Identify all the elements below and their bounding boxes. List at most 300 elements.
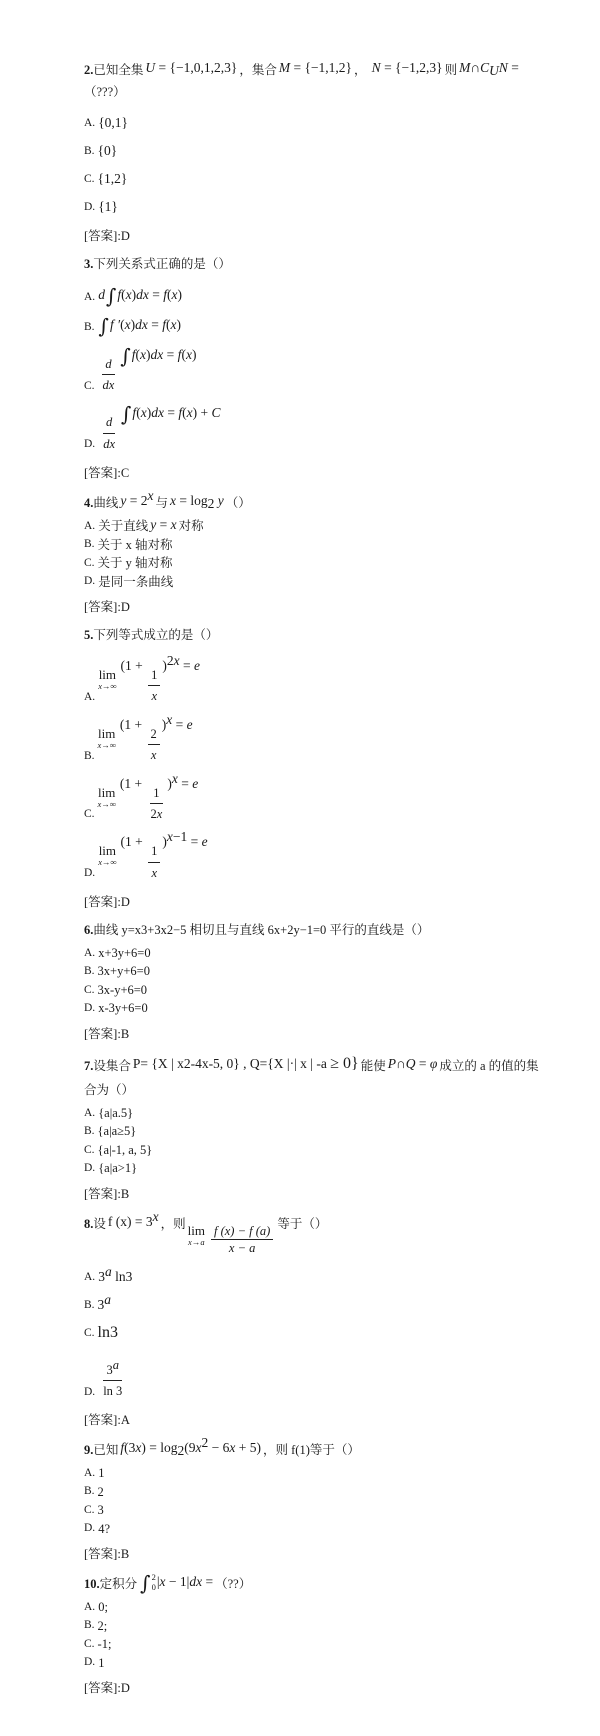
option-label: C. (84, 556, 95, 569)
math-roman: ( (135, 346, 141, 362)
answer-prefix: [答案]: (84, 1413, 121, 1428)
integral (120, 343, 131, 368)
answer-line (84, 463, 544, 481)
text-run: {a|a>1} (98, 1161, 138, 1176)
answer-line (84, 1678, 544, 1696)
text-run: 与 (155, 496, 169, 511)
question-block (84, 625, 544, 910)
option-label: B. (84, 1298, 95, 1311)
math-italic: x (171, 770, 178, 786)
question-number: 10. (84, 1577, 100, 1592)
math-italic: U (489, 63, 499, 78)
formula-run (108, 1210, 159, 1234)
option-row (84, 1465, 544, 1482)
math-italic: d (98, 286, 105, 302)
math-italic: M (459, 60, 471, 75)
option-label: D. (84, 1656, 96, 1669)
fraction (148, 725, 160, 765)
math-roman: ( (120, 316, 125, 332)
math-italic: f (120, 1440, 125, 1456)
question-block (84, 920, 544, 1042)
answer-value: A (120, 1413, 130, 1428)
option-label: D. (84, 867, 96, 880)
math-roman: (1 + (120, 834, 147, 850)
text-run: 是同一条曲线 (98, 574, 174, 589)
math-italic: x (195, 1440, 202, 1456)
option-content (98, 1105, 133, 1122)
math-roman: ) (177, 286, 183, 302)
math-roman: (3 (124, 1440, 136, 1456)
math-roman: = 2 (126, 493, 148, 509)
math-roman: 2 (201, 1435, 209, 1451)
math-italic: x (185, 346, 192, 362)
option-row (84, 1000, 544, 1017)
math-roman: ) = log (141, 1440, 178, 1456)
numerator (148, 725, 160, 745)
math-italic: x (151, 689, 158, 704)
math-roman: = (415, 1055, 430, 1071)
answer-line (84, 1544, 544, 1562)
option-row (84, 142, 544, 160)
option-content (98, 142, 118, 160)
text-run: ，则 f(1)等于（） (263, 1443, 360, 1458)
math-roman: = (507, 60, 519, 75)
option-label: B. (84, 320, 95, 333)
math-roman: 2 (177, 1443, 185, 1459)
math-roman: = (202, 1574, 214, 1590)
answer-value: B (120, 1547, 130, 1562)
option-content (98, 1636, 112, 1653)
text-run: 设集合 (93, 1058, 131, 1073)
math-roman: ) (130, 316, 136, 332)
text-run: 关于 y 轴对称 (97, 556, 173, 571)
math-italic: f (x) − f (a) (213, 1223, 271, 1238)
option-row (84, 170, 544, 188)
integral (121, 402, 132, 427)
numerator (103, 1357, 122, 1381)
text-run: 关于直线 (98, 519, 149, 534)
option-label: B. (84, 144, 95, 157)
option-label: C. (84, 1503, 95, 1516)
math-italic: f ′ (109, 316, 121, 332)
text-run: -1; (97, 1637, 112, 1652)
option-row (84, 1599, 544, 1616)
lim-word: lim (98, 843, 117, 859)
option-content (98, 829, 208, 882)
formula-run (120, 489, 153, 513)
question-stem (84, 254, 544, 276)
text-run: 等于（） (277, 1216, 328, 1231)
answer-line (84, 1024, 544, 1042)
math-roman: + 5) (235, 1440, 262, 1456)
answer-value: D (120, 895, 130, 910)
text-run: 4? (98, 1521, 110, 1536)
math-italic: e (192, 775, 199, 791)
question-number: 8. (84, 1216, 94, 1231)
option-content (97, 711, 193, 765)
answer-prefix: [答案]: (84, 1186, 121, 1201)
answer-prefix: [答案]: (84, 1547, 121, 1562)
math-italic: y (120, 493, 127, 509)
integral-sign: ∫ (105, 283, 117, 308)
formula-run (459, 56, 519, 80)
option-row (84, 1142, 544, 1159)
math-italic: f (177, 346, 182, 362)
math-italic: P (387, 1055, 396, 1071)
math-italic: x (166, 829, 173, 845)
math-italic: x (147, 488, 154, 504)
math-roman: ( (167, 286, 172, 302)
math-roman: 3 (98, 1268, 105, 1284)
formula-run (150, 517, 176, 534)
text-run: （???） (84, 84, 126, 99)
math-italic: x (170, 316, 177, 332)
option-content (98, 170, 128, 188)
answer-prefix: [答案]: (84, 895, 121, 910)
denominator (148, 686, 160, 705)
math-italic: x (170, 517, 177, 533)
text-run: 下列等式成立的是（） (93, 628, 219, 643)
answer-prefix: [答案]: (84, 466, 121, 481)
superscript (104, 1263, 112, 1279)
option-row (84, 711, 544, 765)
subscript (489, 63, 499, 78)
question-stem (84, 1208, 544, 1258)
formula-run (139, 1570, 213, 1594)
question-stem (84, 625, 544, 647)
option-row (84, 1324, 544, 1342)
option-label: C. (84, 379, 95, 392)
text-run: 曲线 (93, 496, 119, 511)
option-row (84, 982, 544, 999)
option-row (84, 1618, 544, 1635)
math-roman: = (179, 657, 195, 673)
option-row (84, 537, 544, 554)
lim-under: x→∞ (98, 857, 117, 868)
option-content (98, 1352, 127, 1401)
lim-under: x→∞ (97, 798, 116, 809)
formula-run (188, 1212, 276, 1256)
math-roman: ) (176, 316, 181, 332)
math-roman: = {−1,2,3} (380, 60, 443, 75)
option-row (84, 1636, 544, 1653)
math-roman: f (x) = 3 (107, 1213, 153, 1229)
limit (98, 668, 116, 691)
math-italic: Q (405, 1055, 416, 1071)
math-italic: y (150, 517, 157, 533)
option-row (84, 283, 544, 308)
denominator (100, 434, 118, 453)
math-roman: = (163, 405, 179, 421)
math-roman: = {−1,0,1,2,3} (155, 60, 238, 75)
option-label: A. (84, 1466, 96, 1479)
text-run: 0; (98, 1600, 108, 1615)
question-number: 7. (84, 1058, 94, 1073)
math-italic: dx (150, 346, 164, 362)
math-roman: 2 (166, 652, 174, 668)
text-run: {a|a≥5} (97, 1124, 137, 1139)
math-roman: − 6 (208, 1440, 230, 1456)
math-roman: {0,1} (98, 114, 129, 130)
option-content (98, 1142, 153, 1159)
fraction (148, 666, 160, 706)
fraction (211, 1224, 273, 1256)
answer-line (84, 1410, 544, 1428)
option-content (98, 1655, 104, 1672)
math-roman: P= {X | x2-4x-5, 0} , Q={X |·| x | -a (132, 1055, 331, 1071)
option-content (98, 1160, 137, 1177)
question-stem (84, 58, 544, 104)
math-roman: 1 (153, 785, 160, 800)
text-run: 关于 x 轴对称 (97, 537, 173, 552)
numerator (148, 666, 160, 686)
question-number: 4. (84, 496, 94, 511)
math-italic: y (214, 493, 224, 509)
question-number: 2. (84, 63, 94, 77)
option-content (98, 1263, 133, 1286)
math-roman: 2 (150, 806, 157, 821)
math-roman: = (187, 834, 202, 850)
answer-line (84, 597, 544, 615)
math-italic: x (173, 652, 180, 668)
math-large: ≥ 0} (330, 1054, 359, 1072)
option-label: B. (84, 538, 95, 551)
option-content (98, 404, 220, 453)
answer-value: B (120, 1026, 130, 1041)
superscript (147, 488, 154, 504)
denominator (100, 375, 118, 394)
option-label: A. (84, 1106, 96, 1119)
answer-value: C (120, 466, 130, 481)
math-roman: ) + (192, 405, 212, 421)
option-label: D. (84, 1522, 96, 1535)
math-roman: ) (162, 834, 167, 850)
math-italic: N (371, 60, 381, 75)
math-italic: f (117, 286, 122, 302)
text-run: 1 (98, 1655, 105, 1670)
formula-run (170, 489, 224, 513)
lim-under: x→∞ (97, 739, 116, 750)
option-content (97, 770, 199, 824)
math-roman: (1 + (119, 775, 146, 791)
option-content (98, 574, 173, 591)
question-number: 9. (84, 1443, 94, 1458)
math-roman: ) (146, 346, 151, 362)
option-row (84, 652, 544, 706)
denominator (148, 863, 160, 882)
text-run: 3x+y+6=0 (97, 964, 150, 979)
denominator (226, 1240, 258, 1255)
math-roman: = (148, 286, 164, 302)
math-italic: x (152, 1208, 159, 1224)
integral-sign: ∫ (120, 343, 131, 368)
integral-sign: ∫ (121, 402, 132, 427)
text-run: ，则 (160, 1216, 186, 1231)
formula-run (372, 56, 443, 80)
option-row (84, 1160, 544, 1177)
option-content (98, 1465, 104, 1482)
formula-run (120, 1436, 261, 1460)
option-label: A. (84, 1270, 96, 1283)
math-roman: = log (176, 493, 208, 509)
text-run: 成立的 a 的值的集合为（） (84, 1058, 539, 1097)
math-italic: x (125, 286, 132, 302)
integral (105, 283, 117, 308)
text-run: 已知 (93, 1443, 119, 1458)
lim-word: lim (98, 784, 116, 800)
math-italic: φ (429, 1055, 438, 1071)
text-run: （） (225, 496, 251, 511)
math-italic: dx (151, 405, 164, 421)
math-italic: x (151, 865, 158, 880)
math-roman: ( (165, 316, 171, 332)
math-italic: e (186, 716, 193, 732)
option-content (98, 1521, 110, 1538)
option-row (84, 1352, 544, 1401)
fraction (100, 1357, 125, 1401)
option-content (98, 198, 118, 216)
question-number: 3. (84, 256, 94, 271)
option-content (98, 518, 203, 535)
option-row (84, 343, 544, 395)
integral (98, 313, 109, 338)
math-roman: ( (181, 346, 186, 362)
option-row (84, 945, 544, 962)
superscript (112, 1357, 119, 1372)
math-italic: d (105, 415, 113, 430)
fraction (148, 842, 160, 882)
question-block (84, 488, 544, 615)
math-roman: ) (131, 286, 137, 302)
option-label: A. (84, 116, 96, 129)
fraction (100, 355, 118, 395)
math-roman: = (172, 716, 187, 732)
option-content (98, 945, 150, 962)
math-italic: a (112, 1357, 119, 1372)
answer-value: D (120, 600, 130, 615)
math-roman: (1 + (119, 716, 146, 732)
answer-line (84, 892, 544, 910)
option-label: D. (84, 1385, 96, 1398)
text-run: 已知全集 (93, 63, 144, 77)
lim-word: lim (187, 1222, 205, 1238)
option-label: D. (84, 1002, 96, 1015)
limit (98, 727, 116, 750)
question-block (84, 1208, 544, 1429)
option-content (98, 555, 173, 572)
option-label: C. (84, 1326, 95, 1339)
math-italic: N (498, 60, 508, 75)
math-italic: d (105, 356, 112, 371)
option-content (98, 283, 183, 308)
math-roman: −1 (172, 829, 188, 845)
option-content (98, 1123, 137, 1140)
math-italic: dx (189, 1574, 203, 1590)
math-roman: ) (161, 716, 167, 732)
text-run: 3 (97, 1503, 104, 1518)
math-italic: M (278, 60, 291, 75)
option-row (84, 404, 544, 453)
denominator (100, 1381, 125, 1400)
option-row (84, 518, 544, 535)
answer-prefix: [答案]: (84, 1026, 121, 1041)
numerator (103, 413, 115, 433)
math-roman: 3 (106, 1362, 113, 1377)
option-row (84, 1263, 544, 1286)
math-roman: = {−1,1,2} (290, 60, 353, 75)
math-italic: e (201, 834, 208, 850)
math-italic: U (145, 60, 156, 75)
option-label: A. (84, 519, 96, 532)
text-run: （??） (215, 1577, 252, 1592)
answer-value: D (120, 1681, 130, 1696)
math-roman: − 1| (165, 1574, 190, 1590)
formula-run (388, 1052, 438, 1076)
option-label: A. (84, 946, 96, 959)
option-row (84, 963, 544, 980)
answer-prefix: [答案]: (84, 228, 121, 243)
math-roman: ( (182, 405, 187, 421)
numerator (150, 784, 162, 804)
math-roman: ln 3 (103, 1383, 123, 1398)
option-content (98, 1000, 148, 1017)
math-italic: f (178, 405, 183, 421)
answer-line (84, 1184, 544, 1202)
option-content (98, 313, 181, 338)
question-number: 6. (84, 923, 94, 938)
integral-lower-limit: 0 (151, 1581, 156, 1592)
lim-under: x→a (188, 1236, 205, 1247)
lim-word: lim (98, 666, 117, 682)
math-italic: x (186, 405, 193, 421)
option-row (84, 1521, 544, 1538)
option-label: B. (84, 1485, 95, 1498)
option-label: D. (84, 200, 96, 213)
text-run: ，集合 (239, 63, 277, 77)
question-block (84, 254, 544, 481)
option-content (98, 1484, 104, 1501)
math-roman: 1 (151, 667, 158, 682)
math-roman: {0} (97, 142, 118, 158)
option-label: D. (84, 1162, 96, 1175)
option-content (97, 1291, 112, 1314)
option-content (98, 114, 128, 132)
math-roman: = (147, 316, 163, 332)
integral-limits (152, 1573, 156, 1592)
fraction (148, 784, 166, 824)
limit (98, 786, 116, 809)
option-content (98, 1502, 104, 1519)
text-run: 定积分 (99, 1577, 138, 1592)
question-block (84, 1435, 544, 1562)
text-run: 3x-y+6=0 (97, 982, 148, 997)
text-run: 则 (444, 63, 458, 77)
text-run: 能使 (360, 1058, 386, 1073)
math-roman: ) (167, 775, 172, 791)
integral (140, 1571, 156, 1596)
lim-under: x→∞ (98, 680, 117, 691)
option-content (98, 1618, 108, 1635)
option-label: C. (84, 808, 95, 821)
math-italic: a (104, 1291, 112, 1307)
math-italic: x (140, 346, 147, 362)
math-italic: x − a (228, 1241, 256, 1256)
math-large: ln3 (97, 1323, 118, 1341)
option-label: C. (84, 983, 95, 996)
answer-value: B (120, 1186, 130, 1201)
math-italic: x (150, 748, 157, 763)
option-content (98, 652, 201, 706)
